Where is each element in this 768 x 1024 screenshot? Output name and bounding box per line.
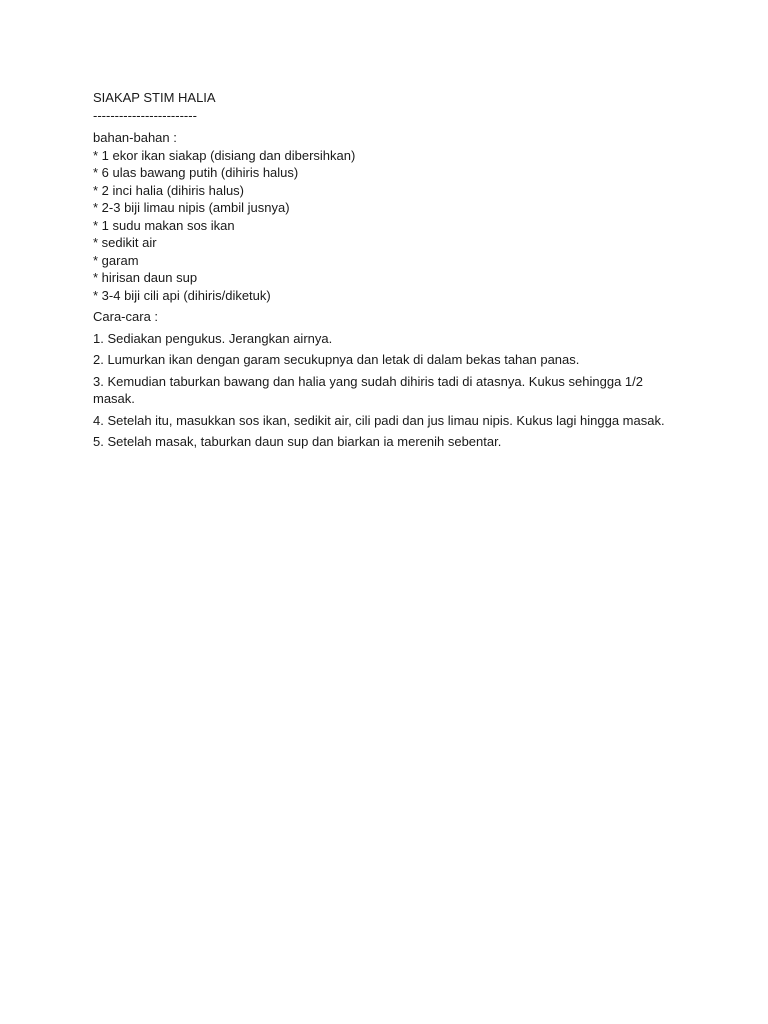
ingredient-item: * sedikit air [93, 235, 157, 250]
ingredient-item: * 2-3 biji limau nipis (ambil jusnya) [93, 200, 290, 215]
recipe-title: SIAKAP STIM HALIA [93, 90, 216, 105]
ingredient-item: * 1 ekor ikan siakap (disiang dan dibersihkan) [93, 147, 356, 163]
ingredient-item: * 3-4 biji cili api (dihiris/diketuk) [93, 287, 271, 303]
step-item: 2. Lumurkan ikan dengan garam secukupnya dan letak di dalam bekas tahan panas. [93, 352, 580, 367]
ingredient-item: * 6 ulas bawang putih (dihiris halus) [93, 165, 299, 180]
ingredient-item: * 2 inci halia (dihiris halus) [93, 182, 245, 198]
step-item: 4. Setelah itu, masukkan sos ikan, sedikit air, cili padi dan jus limau nipis. Kukus lagi hingga masak. [93, 412, 665, 428]
step-item: 3. Kemudian taburkan bawang dan halia yang sudah dihiris tadi di atasnya. Kukus sehingga 1/2 masak. [93, 373, 643, 406]
step-item: 5. Setelah masak, taburkan daun sup dan biarkan ia merenih sebentar. [93, 434, 502, 449]
recipe-document [93, 89, 683, 451]
title-divider: ------------------------ [93, 107, 197, 123]
ingredient-item: * 1 sudu makan sos ikan [93, 217, 235, 233]
ingredients-list [93, 147, 683, 305]
ingredient-item: * garam [93, 252, 139, 268]
steps-heading: Cara-cara : [93, 309, 159, 324]
steps-list [93, 330, 683, 451]
step-item: 1. Sediakan pengukus. Jerangkan airnya. [93, 330, 333, 346]
ingredient-item: * hirisan daun sup [93, 270, 198, 285]
ingredients-heading: bahan-bahan : [93, 130, 177, 145]
